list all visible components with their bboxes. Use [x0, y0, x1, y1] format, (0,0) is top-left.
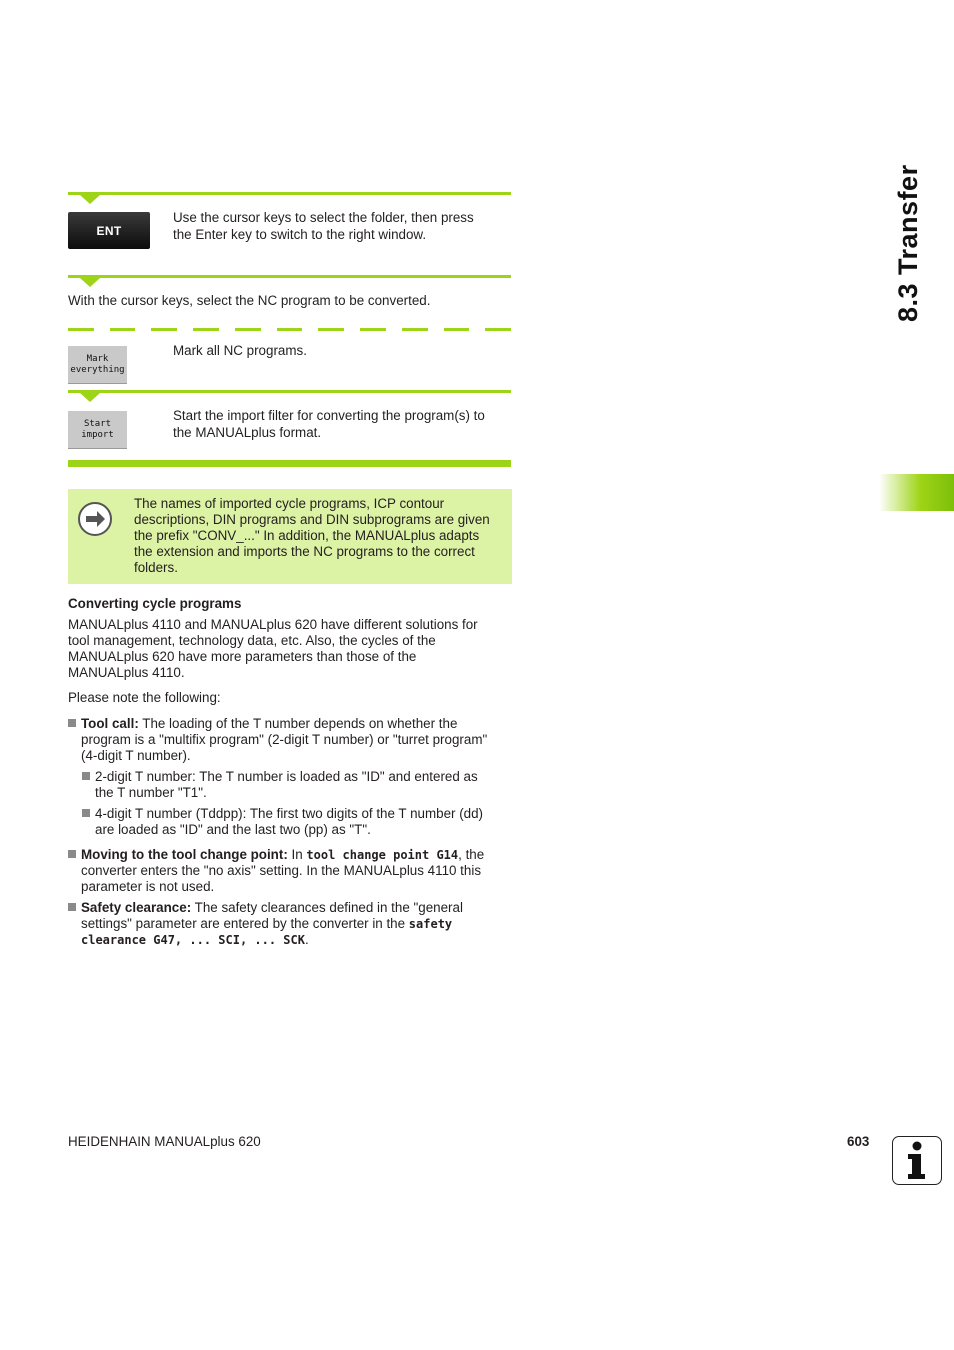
code-text: tool change point G14: [306, 848, 459, 862]
bullet-text: settings" parameter are entered by the converter in the: [81, 916, 409, 931]
step-4-line-1: Start the import filter for converting the program(s) to: [173, 408, 485, 423]
step-arrow-3: [80, 393, 100, 402]
para-line: tool management, technology data, etc. Also, the cycles of the: [68, 633, 436, 648]
section-heading: Converting cycle programs: [68, 596, 242, 611]
start-import-softkey[interactable]: [68, 411, 127, 449]
ent-key[interactable]: [68, 212, 150, 249]
step-arrow-2: [80, 278, 100, 287]
softkey-line-2: import: [81, 429, 114, 440]
code-text: clearance G47, ... SCI, ... SCK: [81, 933, 305, 947]
bullet-line: are loaded as "ID" and the last two (pp) as "T".: [95, 822, 371, 837]
bullet-line: program is a "multifix program" (2-digit T number) or "turret program": [81, 732, 488, 747]
bullet-square-icon: [82, 772, 90, 780]
bullet-tool-call: [68, 716, 513, 764]
note-box: [68, 489, 512, 584]
note-line: descriptions, DIN programs and DIN subprograms are given: [134, 512, 490, 527]
step-2-text: With the cursor keys, select the NC program to be converted.: [68, 293, 431, 308]
bullet-line: converter enters the "no axis" setting. In the MANUALplus 4110 this: [81, 863, 482, 878]
step-4-text: [173, 408, 513, 441]
para-line: MANUALplus 620 have more parameters than those of the: [68, 649, 417, 664]
sub-bullet-4-digit: [82, 806, 512, 838]
step-rule-1: [68, 192, 511, 195]
please-note-text: Please note the following:: [68, 690, 221, 705]
bullet-moving: [68, 847, 513, 895]
softkey-line-1: Mark: [86, 353, 109, 364]
note-text: [134, 496, 506, 576]
arrow-right-icon: [78, 502, 112, 536]
steps-end-bar: [68, 460, 511, 467]
softkey-line-2: everything: [70, 364, 125, 375]
section-paragraph: [68, 617, 513, 681]
step-rule-3: [68, 390, 511, 393]
bullet-line: the T number "T1".: [95, 785, 207, 800]
bullet-square-icon: [82, 809, 90, 817]
footer-title: HEIDENHAIN MANUALplus 620: [68, 1134, 261, 1149]
mark-everything-softkey[interactable]: [68, 346, 127, 384]
step-rule-2: [68, 275, 511, 278]
para-line: MANUALplus 4110.: [68, 665, 185, 680]
bullet-text: .: [304, 932, 309, 947]
note-line: the extension and imports the NC programs to the correct: [134, 544, 475, 559]
bullet-line: (4-digit T number).: [81, 748, 191, 763]
step-1-line-2: the Enter key to switch to the right window.: [173, 227, 427, 242]
bullet-square-icon: [68, 850, 76, 858]
page-number: 603: [847, 1134, 870, 1149]
note-line: the prefix "CONV_..." In addition, the MANUALplus adapts: [134, 528, 480, 543]
bullet-line: 2-digit T number: The T number is loaded as "ID" and entered as: [95, 769, 478, 784]
chapter-side-title: 8.3 Transfer: [893, 164, 923, 322]
step-1-text: [173, 210, 513, 243]
note-line: folders.: [134, 560, 178, 575]
bullet-title: Tool call:: [81, 716, 139, 731]
bullet-text: , the: [458, 847, 485, 862]
softkey-line-1: Start: [83, 418, 112, 429]
bullet-line: The safety clearances defined in the "general: [191, 900, 463, 915]
bullet-title: Moving to the tool change point:: [81, 847, 288, 862]
sub-bullet-2-digit: [82, 769, 512, 801]
bullet-square-icon: [68, 903, 76, 911]
step-3-text: Mark all NC programs.: [173, 343, 307, 358]
chapter-tab-marker: [879, 474, 954, 511]
bullet-square-icon: [68, 719, 76, 727]
step-arrow-1: [80, 195, 100, 204]
ent-key-label: ENT: [96, 223, 122, 238]
step-1-line-1: Use the cursor keys to select the folder, then press: [173, 210, 474, 225]
bullet-line: 4-digit T number (Tddpp): The first two digits of the T number (dd): [95, 806, 484, 821]
step-4-line-2: the MANUALplus format.: [173, 425, 322, 440]
bullet-title: Safety clearance:: [81, 900, 192, 915]
bullet-safety: [68, 900, 513, 948]
code-text: safety: [408, 917, 453, 931]
bullet-line: parameter is not used.: [81, 879, 215, 894]
bullet-line: The loading of the T number depends on whether the: [138, 716, 458, 731]
bullet-text: In: [287, 847, 307, 862]
para-line: MANUALplus 4110 and MANUALplus 620 have different solutions for: [68, 617, 478, 632]
dashed-divider: [68, 328, 511, 331]
info-icon: [892, 1136, 942, 1185]
note-line: The names of imported cycle programs, ICP contour: [134, 496, 445, 511]
